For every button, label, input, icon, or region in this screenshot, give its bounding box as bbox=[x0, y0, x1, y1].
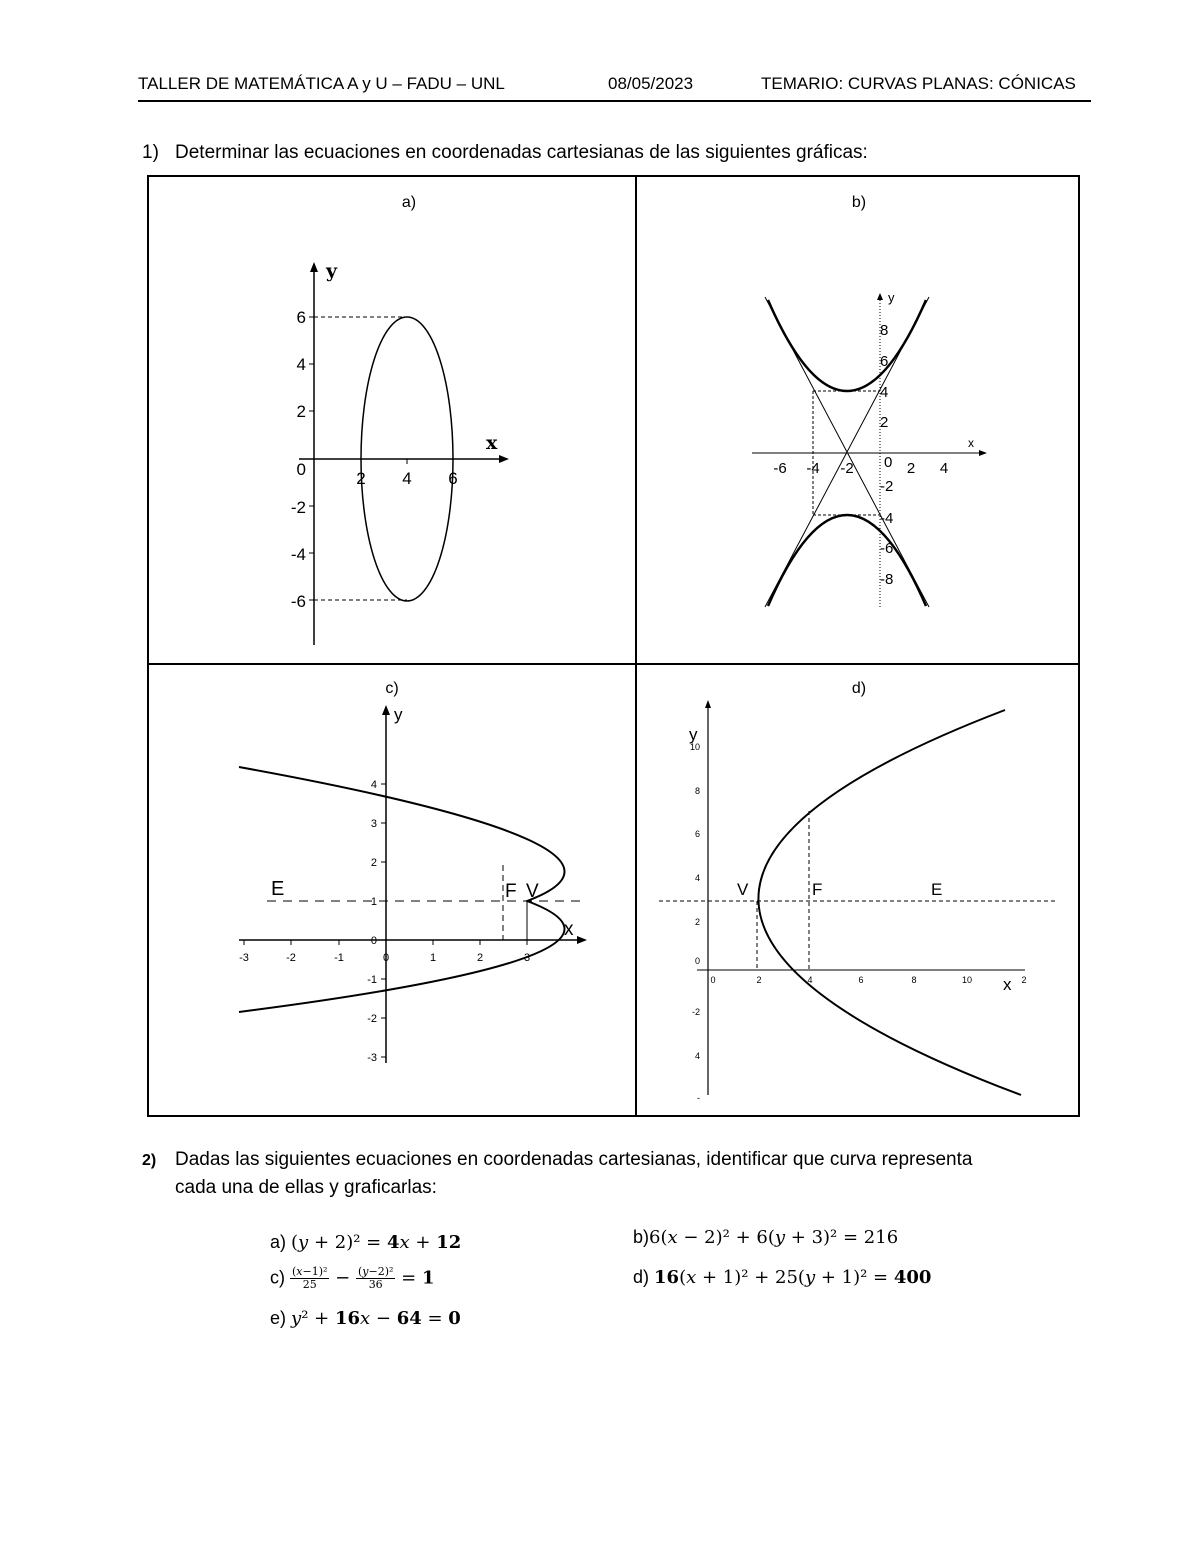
tick-label: 2 bbox=[296, 402, 306, 421]
tick-label: 10 bbox=[689, 742, 700, 752]
question-1-text: Determinar las ecuaciones en coordenadas cartesianas de las siguientes gráficas: bbox=[175, 142, 868, 163]
tick-label: 2 bbox=[356, 469, 366, 488]
panel-a bbox=[149, 177, 635, 663]
vertex-label: V bbox=[526, 881, 539, 902]
tick-label: 6 bbox=[858, 975, 864, 985]
tick-label: 1 bbox=[429, 952, 437, 964]
tick-label: 8 bbox=[694, 786, 700, 796]
tick-label: 0 bbox=[710, 975, 716, 985]
tick-label: 2 bbox=[880, 414, 889, 431]
tick-label: 4 bbox=[694, 873, 700, 883]
tick-label: -4 bbox=[806, 460, 820, 477]
tick-label: 4 bbox=[370, 779, 377, 791]
tick-label: 3 bbox=[370, 818, 377, 830]
tick-label: 4 bbox=[939, 460, 949, 477]
panel-b-y-axis: y bbox=[888, 290, 895, 305]
tick-label: -2 bbox=[286, 952, 296, 964]
equation-e: e) y² + 16x − 64 = 0 bbox=[270, 1308, 461, 1329]
panel-d-x-axis: x bbox=[1003, 975, 1012, 994]
tick-label: 2 bbox=[476, 952, 484, 964]
question-2-line-1: Dadas las siguientes ecuaciones en coordenadas cartesianas, identificar que curva representa bbox=[175, 1149, 973, 1170]
question-1-number: 1) bbox=[142, 142, 159, 163]
header-date: 08/05/2023 bbox=[608, 74, 694, 93]
tick-label: 4 bbox=[694, 1051, 700, 1061]
panel-d-x-ticks bbox=[710, 975, 1026, 985]
focus-label: F bbox=[505, 881, 517, 902]
question-2-line-2: cada una de ellas y graficarlas: bbox=[175, 1177, 437, 1198]
tick-label: 8 bbox=[880, 322, 889, 339]
tick-label: -2 bbox=[840, 460, 854, 477]
panel-a-x-axis: x bbox=[486, 432, 498, 454]
panel-d-y-ticks bbox=[690, 742, 700, 1103]
tick-label: -4 bbox=[880, 510, 894, 527]
tick-label: 0 bbox=[884, 454, 893, 471]
tick-label: 10 bbox=[961, 975, 973, 985]
tick-label: - bbox=[697, 1093, 700, 1103]
tick-label: 0 bbox=[382, 952, 390, 964]
tick-label: -2 bbox=[290, 498, 306, 517]
directrix-label: E bbox=[271, 878, 285, 900]
tick-label: 2 bbox=[694, 917, 700, 927]
question-2 bbox=[142, 1149, 973, 1198]
panel-d bbox=[637, 665, 1078, 1115]
tick-label: -4 bbox=[290, 545, 306, 564]
tick-label: 2 bbox=[756, 975, 762, 985]
tick-label: -1 bbox=[367, 974, 377, 986]
tick-label: 6 bbox=[694, 829, 700, 839]
figures-grid bbox=[147, 175, 1080, 1117]
panel-d-label: d) bbox=[851, 680, 867, 697]
tick-label: 6 bbox=[448, 469, 458, 488]
panel-a-x-ticks bbox=[356, 469, 457, 488]
tick-label: 2 bbox=[370, 857, 377, 869]
tick-label: 8 bbox=[911, 975, 917, 985]
panel-a-label: a) bbox=[401, 194, 417, 211]
tick-label: -6 bbox=[880, 540, 894, 557]
panel-b-x-ticks bbox=[773, 460, 948, 477]
panel-c-x-axis: x bbox=[564, 919, 574, 940]
panel-b-label: b) bbox=[851, 194, 867, 211]
page-header bbox=[138, 72, 1091, 102]
equation-c: c) $\frac{\text{(x−1)²}}{25}$ − $\frac{\text{(y−2)²}}{36}$ = 1 bbox=[270, 1265, 435, 1291]
tick-label: -1 bbox=[334, 952, 344, 964]
question-2-number: 2) bbox=[142, 1152, 157, 1169]
question-1 bbox=[142, 142, 868, 164]
tick-label: 6 bbox=[880, 353, 889, 370]
tick-label: 0 bbox=[296, 460, 306, 479]
tick-label: 1 bbox=[370, 896, 377, 908]
tick-label: 3 bbox=[523, 952, 531, 964]
tick-label: -2 bbox=[880, 478, 894, 495]
directrix-label: E bbox=[931, 880, 943, 899]
panel-a-y-axis: y bbox=[326, 260, 338, 282]
tick-label: 4 bbox=[880, 384, 889, 401]
tick-label: 4 bbox=[402, 469, 412, 488]
tick-label: 6 bbox=[296, 308, 306, 327]
panel-b-x-axis: x bbox=[968, 436, 974, 450]
panel-c bbox=[149, 665, 635, 1115]
tick-label: 2 bbox=[906, 460, 916, 477]
tick-label: -2 bbox=[367, 1013, 377, 1025]
hyperbola-lower-branch bbox=[768, 515, 926, 606]
tick-label: -6 bbox=[773, 460, 787, 477]
tick-label: 0 bbox=[694, 956, 700, 966]
panel-b bbox=[637, 177, 1078, 663]
tick-label: -6 bbox=[290, 592, 306, 611]
header-topic: TEMARIO: CURVAS PLANAS: CÓNICAS bbox=[761, 74, 1076, 93]
equation-a: a) (y + 2)² = 4x + 12 bbox=[270, 1232, 462, 1253]
panel-c-x-ticks bbox=[239, 952, 530, 964]
vertex-label: V bbox=[737, 880, 749, 899]
tick-label: 4 bbox=[296, 355, 306, 374]
tick-label: -2 bbox=[691, 1007, 700, 1017]
equation-b: b)6(x − 2)² + 6(y + 3)² = 216 bbox=[633, 1227, 899, 1248]
focus-label: F bbox=[812, 880, 823, 899]
panel-c-label: c) bbox=[385, 680, 399, 697]
tick-label: -8 bbox=[880, 571, 894, 588]
hyperbola-upper-branch bbox=[768, 300, 926, 391]
tick-label: 0 bbox=[370, 935, 377, 947]
tick-label: -3 bbox=[367, 1052, 377, 1064]
tick-label: 4 bbox=[807, 975, 813, 985]
course-title: TALLER DE MATEMÁTICA A y U – FADU – UNL bbox=[138, 74, 505, 93]
parabola-curve bbox=[758, 710, 1021, 1095]
panel-d-y-axis: y bbox=[689, 725, 698, 744]
panel-c-y-ticks bbox=[367, 779, 377, 1064]
panel-a-y-ticks bbox=[291, 308, 306, 611]
equation-d: d) 16(x + 1)² + 25(y + 1)² = 400 bbox=[633, 1267, 932, 1288]
tick-label: 2 bbox=[1021, 975, 1027, 985]
tick-label: -3 bbox=[239, 952, 249, 964]
panel-c-y-axis: y bbox=[394, 705, 403, 724]
